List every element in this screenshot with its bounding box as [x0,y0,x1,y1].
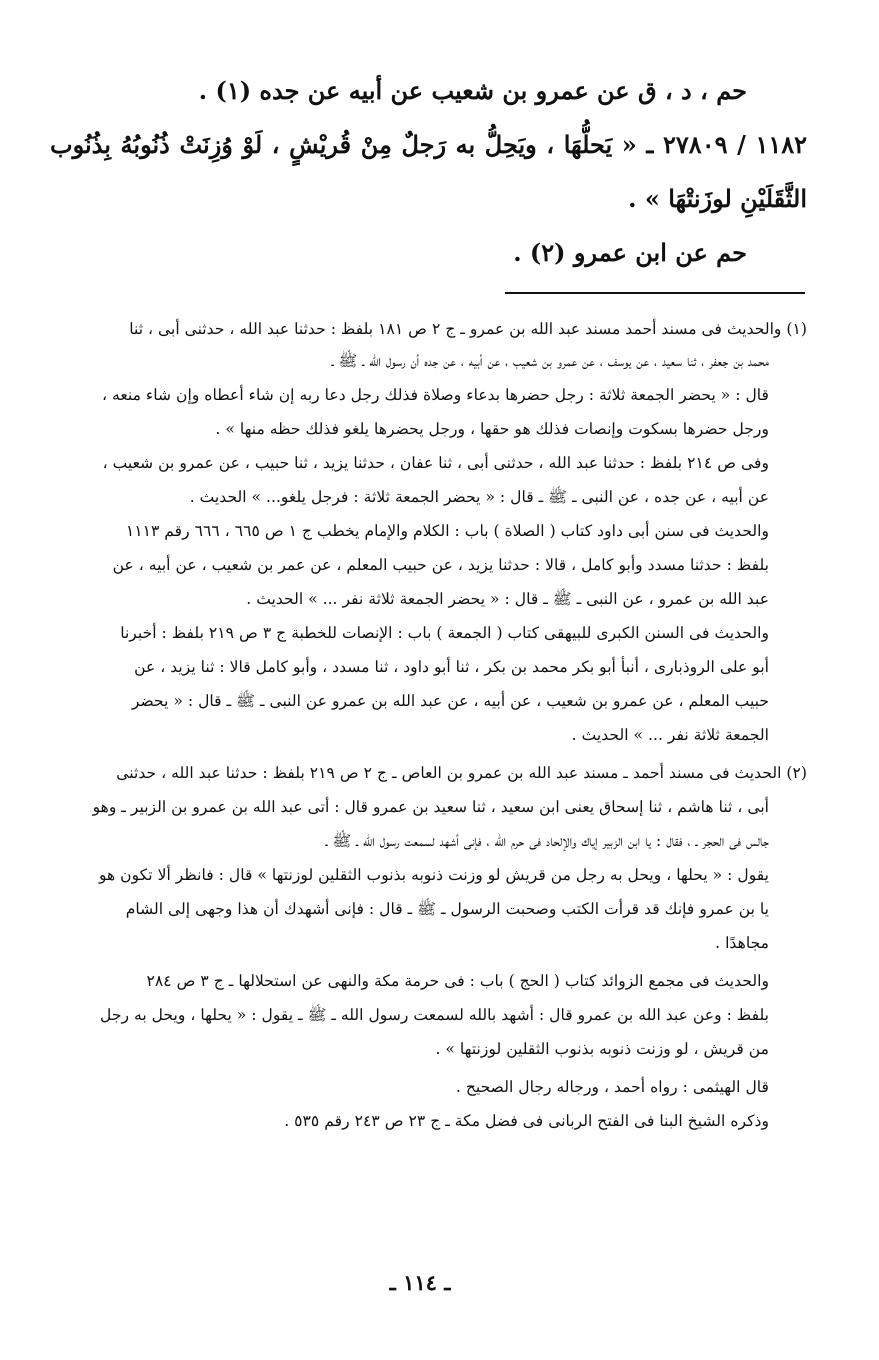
footnote-line-22: من قريش ، لو وزنت ذنوبه بذنوب الثقلين لوزنتها » . [435,1040,769,1058]
footnote-line-14: (٢) الحديث فى مسند أحمد ـ مسند عبد الله بن عمرو بن العاص ـ ج ٢ ص ٢١٩ بلفظ : حدثنا عبد الله ، حدثنى [116,764,807,782]
footnote-line-18: يا بن عمرو فإنك قد قرأت الكتب وصحبت الرسول ـ ﷺ ـ قال : فإنى أشهدك أن هذا وجهى إلى الشام [125,900,769,918]
footnote-line-16: جالس فى الحجر ـ ، فقال : يا ابن الزبير إياك والإلحاد فى حرم الله ، فإنى أشهد لسمعت رسول الله ـ ﷺ ـ [325,832,769,850]
footnote-separator [505,292,805,294]
footnote-line-13: الجمعة ثلاثة نفر ... » الحديث . [571,726,769,744]
footnote-line-21: بلفظ : وعن عبد الله بن عمرو قال : أشهد بالله لسمعت رسول الله ـ ﷺ ـ يقول : « يحلها ، ويحل به رجل [100,1006,769,1024]
footnote-line-3: قال : « يحضر الجمعة ثلاثة : رجل حضرها بدعاء وصلاة فذلك رجل دعا ربه إن شاء أعطاه وإن شاء منعه ، [102,386,769,404]
footnote-line-23: قال الهيثمى : رواه أحمد ، ورجاله رجال الصحيح . [455,1078,769,1096]
footnote-line-6: عن أبيه ، عن جده ، عن النبى ـ ﷺ ـ قال : « يحضر الجمعة ثلاثة : فرجل يلغو... » الحديث . [189,488,769,506]
footnote-line-1: (١) والحديث فى مسند أحمد مسند عبد الله بن عمرو ـ ج ٢ ص ١٨١ بلفظ : حدثنا عبد الله ، حدثنى أبى ، ثنا [129,320,807,338]
footnote-line-4: ورجل حضرها بسكوت وإنصات فذلك هو حقها ، ورجل يحضرها يلغو فذلك حظه منها » . [215,420,769,438]
footnote-line-17: يقول : « يحلها ، ويحل به رجل من قريش لو وزنت ذنوبه بذنوب الثقلين لوزنتها » قال : فانظر ألا تكون هو [98,866,769,884]
footnote-line-8: بلفظ : حدثنا مسدد وأبو كامل ، قالا : حدثنا يزيد ، عن حبيب المعلم ، عن عمر بن شعيب ، عن أبيه ، عن [112,556,769,574]
footnote-line-11: أبو على الروذبارى ، أنبأ أبو بكر محمد بن بكر ، ثنا أبو داود ، ثنا مسدد ، وأبو كامل قالا : ثنا يزيد ، عن [134,658,769,676]
footnote-line-7: والحديث فى سنن أبى داود كتاب ( الصلاة ) باب : الكلام والإمام يخطب ج ١ ص ٦٦٥ ، ٦٦٦ رقم ١١١٣ [125,522,769,540]
footnote-line-10: والحديث فى السنن الكبرى للبيهقى كتاب ( الجمعة ) باب : الإنصات للخطبة ج ٣ ص ٢١٩ بلفظ : أخبرنا [120,624,769,642]
page-number: ـ ١١٤ ـ [389,1270,451,1295]
main-line-1: حم ، د ، ق عن عمرو بن شعيب عن أبيه عن جده (١) . [198,76,747,105]
main-line-3: الثَّقَلَيْنِ لوزَنتْهَا » . [628,184,807,213]
footnote-line-5: وفى ص ٢١٤ بلفظ : حدثنا عبد الله ، حدثنى أبى ، ثنا عفان ، حدثنا يزيد ، ثنا حبيب ، عن عمرو بن شعيب ، [102,454,769,472]
footnote-line-12: حبيب المعلم ، عن عمرو بن شعيب ، عن أبيه ، عن عبد الله بن عمرو عن النبى ـ ﷺ ـ قال : « يحضر [131,692,769,710]
footnote-line-15: أبى ، ثنا هاشم ، ثنا إسحاق يعنى ابن سعيد ، ثنا سعيد بن عمرو قال : أتى عبد الله بن عمرو بن الزبير ـ وهو [92,798,769,816]
footnote-line-20: والحديث فى مجمع الزوائد كتاب ( الحج ) باب : فى حرمة مكة والنهى عن استحلالها ـ ج ٣ ص ٢٨٤ [146,972,769,990]
main-line-2-hadith: ١١٨٢ / ٢٧٨٠٩ ـ « يَحلُّهَا ، ويَحِلُّ به رَجلٌ مِنْ قُريْشٍ ، لَوْ وُزِنَتْ ذُنُوبُهُ بِذُنُوب [50,130,807,159]
main-line-4: حم عن ابن عمرو (٢) . [513,238,747,267]
footnote-line-19: مجاهدًا . [715,934,769,952]
footnote-line-24: وذكره الشيخ البنا فى الفتح الربانى فى فضل مكة ـ ج ٢٣ ص ٢٤٣ رقم ٥٣٥ . [284,1112,769,1130]
footnote-line-2: محمد بن جعفر ، ثنا سعيد ، عن يوسف ، عن عمرو بن شعيب ، عن أبيه ، عن جده أن رسول الله ـ ﷺ ـ [331,352,769,370]
footnote-line-9: عبد الله بن عمرو ، عن النبى ـ ﷺ ـ قال : « يحضر الجمعة ثلاثة نفر ... » الحديث . [246,590,769,608]
